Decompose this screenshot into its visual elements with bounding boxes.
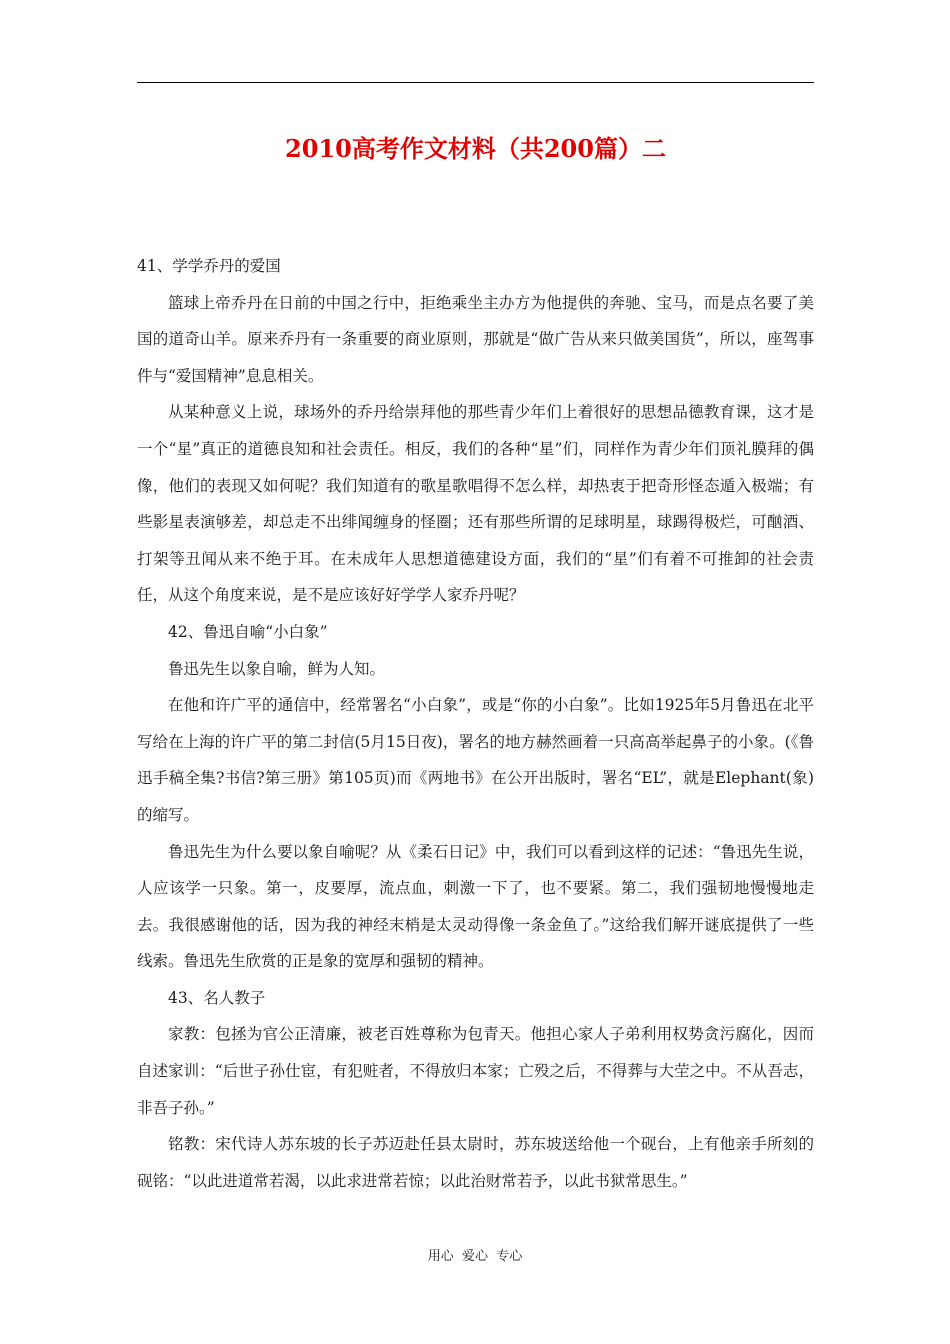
paragraph: 铭教：宋代诗人苏东坡的长子苏迈赴任县太尉时，苏东坡送给他一个砚台，上有他亲手所刻的砚铭：“以此进道常若渴，以此求进常若惊；以此治财常若予，以此书狱常思生。” xyxy=(137,1135,814,1190)
paragraph: 篮球上帝乔丹在日前的中国之行中，拒绝乘坐主办方为他提供的奔驰、宝马，而是点名要了美国的道奇山羊。原来乔丹有一条重要的商业原则，那就是“做广告从来只做美国货”，所以，座驾事件与“爱国精神”息息相关。 xyxy=(137,293,814,385)
section-heading-42: 42、鲁迅自喻“小白象” xyxy=(168,622,328,641)
paragraph: 从某种意义上说，球场外的乔丹给崇拜他的那些青少年们上着很好的思想品德教育课，这才是一个“星”真正的道德良知和社会责任。相反，我们的各种“星”们，同样作为青少年们顶礼膜拜的偶像，他们的表现又如何呢？我们知道有的歌星歌唱得不怎么样，却热衷于把奇形怪态遁入极端；有些影星表演够差，却总走不出绯闻缠身的怪圈；还有那些所谓的足球明星，球踢得极烂，可酗酒、打架等丑闻从来不绝于耳。在未成年人思想道德建设方面，我们的“星”们有着不可推卸的社会责任，从这个角度来说，是不是应该好好学学人家乔丹呢？ xyxy=(137,403,814,605)
document-title: 2010高考作文材料（共200篇）二 xyxy=(285,134,666,163)
paragraph: 鲁迅先生为什么要以象自喻呢？从《柔石日记》中，我们可以看到这样的记述：“鲁迅先生说，人应该学一只象。第一，皮要厚，流点血，刺激一下了，也不要紧。第二，我们强韧地慢慢地走去。我很感谢他的话，因为我的神经末梢是太灵动得像一条金鱼了。”这给我们解开谜底提供了一些线索。鲁迅先生欣赏的正是象的宽厚和强韧的精神。 xyxy=(137,842,814,971)
header-rule xyxy=(137,82,814,83)
paragraph: 家教：包拯为官公正清廉，被老百姓尊称为包青天。他担心家人子弟利用权势贪污腐化，因而自述家训：“后世子孙仕宦，有犯赃者，不得放归本家；亡殁之后，不得葬与大茔之中。不从吾志，非吾子孙。” xyxy=(137,1025,814,1117)
section-heading-43: 43、名人教子 xyxy=(168,988,266,1007)
paragraph: 在他和许广平的通信中，经常署名“小白象”，或是“你的小白象”。比如1925年5月鲁迅在北平写给在上海的许广平的第二封信(5月15日夜)，署名的地方赫然画着一只高高举起鼻子的小象。(《鲁迅手稿全集?书信?第三册》第105页)而《两地书》在公开出版时，署名“EL”，就是Elephant(象)的缩写。 xyxy=(137,696,814,824)
document-body xyxy=(137,248,814,1199)
section-heading-41: 41、学学乔丹的爱国 xyxy=(137,257,281,275)
page-footer: 用心 爱心 专心 xyxy=(427,1249,523,1264)
paragraph: 鲁迅先生以象自喻，鲜为人知。 xyxy=(168,659,386,678)
